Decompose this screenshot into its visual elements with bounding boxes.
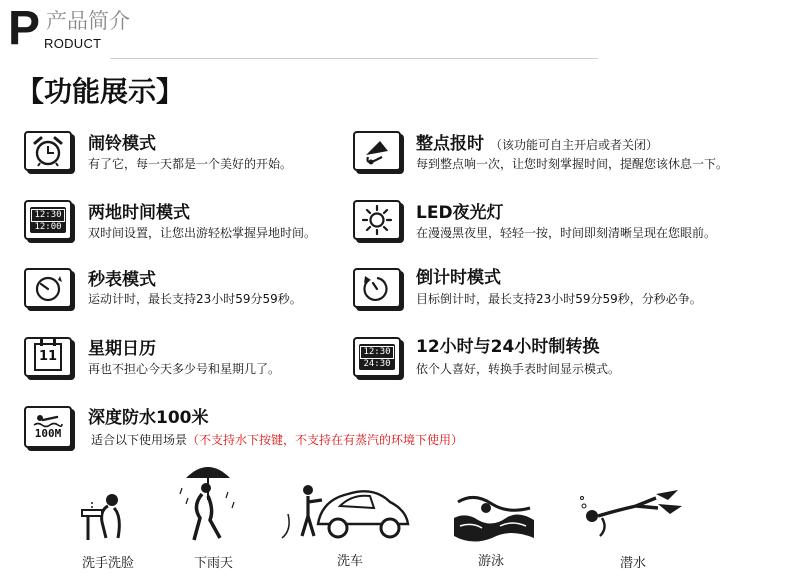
- waterproof-desc: [91, 433, 463, 448]
- calendar-day: 11: [38, 349, 58, 364]
- hour-format-bottom: 24:30: [363, 358, 391, 369]
- car-wash-icon: [278, 480, 412, 546]
- backlight-title: LED夜光灯: [416, 203, 504, 223]
- bell-icon: [353, 131, 401, 171]
- waterproof-desc-text: 适合以下使用场景: [91, 433, 188, 447]
- stopwatch-desc: 运动计时，最长支持23小时59分59秒。: [88, 292, 302, 306]
- countdown-desc: 目标倒计时，最长支持23小时59分59秒，分秒必争。: [416, 292, 702, 306]
- stopwatch-title: 秒表模式: [88, 270, 156, 290]
- waterproof-title: 深度防水100米: [88, 408, 209, 428]
- calendar-title: 星期日历: [88, 339, 156, 359]
- waterproof-badge: [33, 414, 63, 440]
- dual-time-desc: 双时间设置，让您出游轻松掌握异地时间。: [88, 226, 317, 240]
- dual-time-screen: [30, 207, 66, 233]
- chime-title-note: （该功能可自主开启或者关闭）: [490, 138, 659, 152]
- scene-label: 游泳: [478, 554, 505, 569]
- calendar-page: [34, 343, 62, 371]
- hour-format-screen: [359, 344, 395, 370]
- countdown-icon: [353, 268, 401, 308]
- header-logo-letter: P: [8, 2, 41, 55]
- calendar-icon: [24, 337, 72, 377]
- diving-icon: [578, 488, 688, 544]
- backlight-desc: 在漫漫黑夜里，轻轻一按，时间即刻清晰呈现在您眼前。: [416, 226, 717, 240]
- scene-label: 洗车: [337, 554, 364, 569]
- scene-label: 洗手洗脸: [82, 556, 135, 571]
- hand-washing-icon: [78, 486, 138, 546]
- chime-title: [416, 134, 658, 155]
- alarm-desc: 有了它，每一天都是一个美好的开始。: [88, 157, 293, 171]
- section-title: 【功能展示】: [16, 75, 185, 108]
- 12-24-hour-icon: [353, 337, 401, 377]
- dual-time-top: 12:30: [31, 209, 64, 222]
- header-title-en: RODUCT: [44, 36, 102, 51]
- waterproof-depth-label: 100M: [34, 427, 62, 440]
- swimming-icon: [452, 488, 536, 548]
- alarm-title: 闹铃模式: [88, 134, 156, 154]
- swimmer-100m-icon: [24, 406, 72, 448]
- dual-time-title: 两地时间模式: [88, 203, 190, 223]
- dual-time-bottom: 12:00: [34, 221, 62, 232]
- countdown-title: 倒计时模式: [416, 268, 501, 288]
- dual-time-display-icon: [24, 200, 72, 240]
- alarm-clock-icon: [24, 131, 72, 171]
- stopwatch-icon: [24, 268, 72, 308]
- sun-light-icon: [353, 200, 401, 240]
- hour-format-top: 12:30: [360, 346, 393, 359]
- scene-label: 潜水: [620, 556, 647, 571]
- hour-format-desc: 依个人喜好，转换手表时间显示模式。: [416, 362, 621, 376]
- scene-label: 下雨天: [194, 556, 234, 571]
- rain-umbrella-icon: [178, 458, 238, 546]
- chime-title-text: 整点报时: [416, 134, 484, 154]
- chime-desc: 每到整点响一次，让您时刻掌握时间，提醒您该休息一下。: [416, 157, 729, 171]
- waterproof-warning: （不支持水下按键，不支持在有蒸汽的环境下使用）: [187, 433, 464, 447]
- header-title-cn: 产品简介: [46, 9, 130, 33]
- calendar-desc: 再也不担心今天多少号和星期几了。: [88, 362, 281, 376]
- hour-format-title: 12小时与24小时制转换: [416, 337, 600, 357]
- header-divider: [110, 58, 598, 59]
